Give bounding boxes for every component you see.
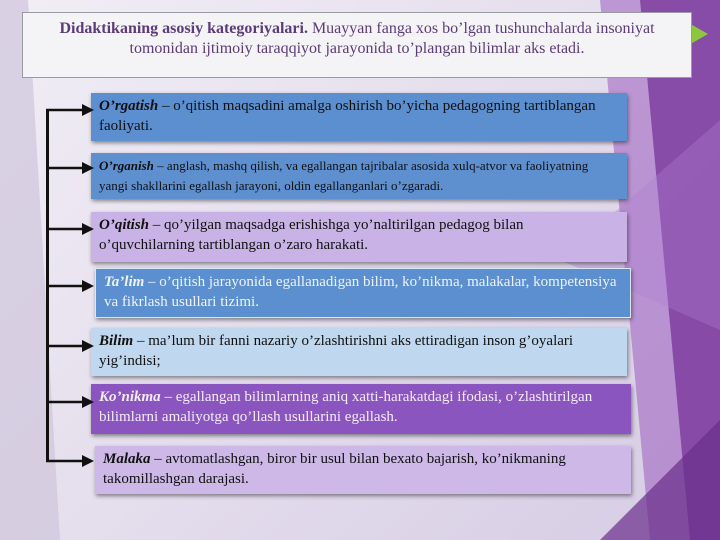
- item-malaka: [95, 446, 631, 494]
- arrow-right-icon: [46, 280, 96, 292]
- arrow-right-icon: [46, 340, 96, 352]
- item-text: – o’qitish jarayonida egallanadigan bilim, ko’nikma, malakalar, kompetensiya va fikrlash usullari tizimi.: [104, 274, 617, 310]
- item-text: – avtomatlashgan, biror bir usul bilan bexato bajarish, ko’nikmaning takomillashgan darajasi.: [103, 451, 566, 487]
- item-text: – ma’lum bir fanni nazariy o’zlashtirishni aks ettiradigan inson g’oyalari yig’indisi;: [99, 333, 574, 369]
- item-oqitish: [91, 212, 627, 262]
- item-term: Malaka: [103, 451, 151, 467]
- item-konikma: [91, 384, 631, 434]
- item-term: Ko’nikma: [99, 389, 161, 405]
- item-term: O’qitish: [99, 217, 150, 233]
- item-talim: [95, 268, 631, 318]
- item-bilim: [91, 328, 627, 376]
- arrow-right-icon: [46, 223, 96, 235]
- title-text: Muayyan fanga xos bo’lgan tushunchalarda insoniyat tomonidan ijtimoiy taraqqiyot jarayonida to’plangan bilimlar aks etadi.: [129, 20, 655, 57]
- title-box: [22, 12, 692, 78]
- item-term: Ta’lim: [104, 274, 145, 290]
- item-text: – anglash, mashq qilish, va egallangan tajribalar asosida xulq-atvor va faoliyatning yangi shakllarini egallash jarayoni, oldin egallanganlari o’zgaradi.: [99, 158, 589, 193]
- arrow-right-icon: [46, 396, 96, 408]
- title-term: Didaktikaning asosiy kategoriyalari.: [59, 20, 308, 37]
- item-term: O’rgatish: [99, 98, 159, 114]
- arrow-right-icon: [46, 162, 96, 174]
- item-organish: [91, 153, 627, 199]
- arrow-right-icon: [46, 455, 96, 467]
- arrow-right-icon: [46, 104, 96, 116]
- item-text: – qo’yilgan maqsadga erishishga yo’naltirilgan pedagog bilan o’quvchilarning tartiblangan o’zaro harakati.: [99, 217, 524, 253]
- item-text: – egallangan bilimlarning aniq xatti-harakatdagi ifodasi, o’zlashtirilgan bilimlarni amaliyotga qo’llash usullarini egallash.: [99, 389, 593, 425]
- item-term: O’rganish: [99, 158, 154, 173]
- item-term: Bilim: [99, 333, 134, 349]
- item-text: – o’qitish maqsadini amalga oshirish bo’yicha pedagogning tartiblangan faoliyati.: [99, 98, 596, 134]
- item-orgatish: [91, 93, 627, 141]
